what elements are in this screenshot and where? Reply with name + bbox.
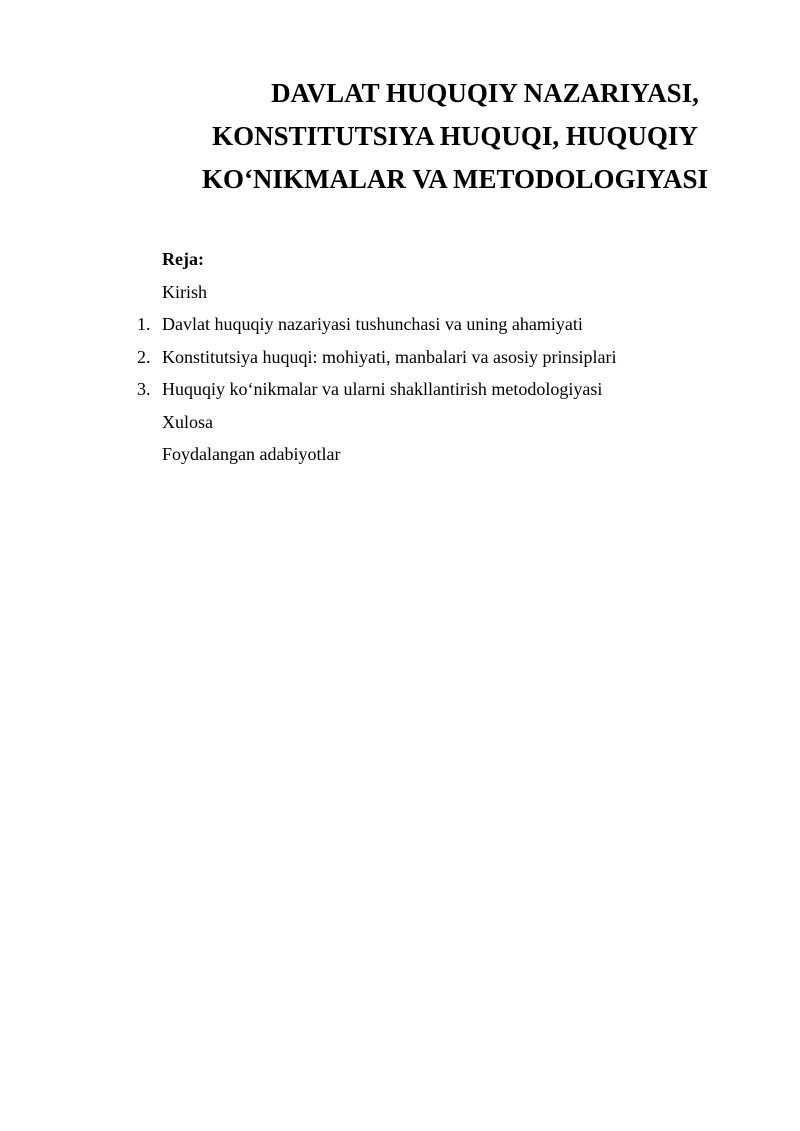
plan-item — [0, 308, 800, 341]
document-title — [160, 72, 750, 201]
plan-item-text: Huquqiy ko‘nikmalar va ularni shakllantirish metodologiyasi — [162, 379, 603, 399]
title-line-2: KONSTITUTSIYA HUQUQI, HUQUQIY — [212, 121, 698, 151]
plan-references-row — [0, 438, 800, 471]
plan-item-number: 1. — [137, 314, 151, 334]
plan-intro-row — [0, 276, 800, 309]
plan-item — [0, 341, 800, 374]
title-line-3: KO‘NIKMALAR VA METODOLOGIYASI — [201, 164, 709, 194]
title-line-1: DAVLAT HUQUQIY NAZARIYASI, — [271, 78, 699, 108]
plan-item — [0, 373, 800, 406]
plan-heading-row — [0, 243, 800, 276]
plan-conclusion-row — [0, 406, 800, 439]
plan-item-text: Konstitutsiya huquqi: mohiyati, manbalari va asosiy prinsiplari — [162, 346, 617, 367]
plan-intro: Kirish — [162, 281, 207, 302]
plan-item-text: Davlat huquqiy nazariyasi tushunchasi va uning ahamiyati — [162, 314, 583, 334]
plan-section — [0, 243, 800, 471]
plan-heading: Reja: — [162, 249, 204, 269]
plan-references: Foydalangan adabiyotlar — [162, 444, 341, 464]
plan-conclusion: Xulosa — [162, 411, 213, 432]
plan-item-number: 2. — [137, 346, 151, 367]
plan-item-number: 3. — [137, 379, 151, 399]
